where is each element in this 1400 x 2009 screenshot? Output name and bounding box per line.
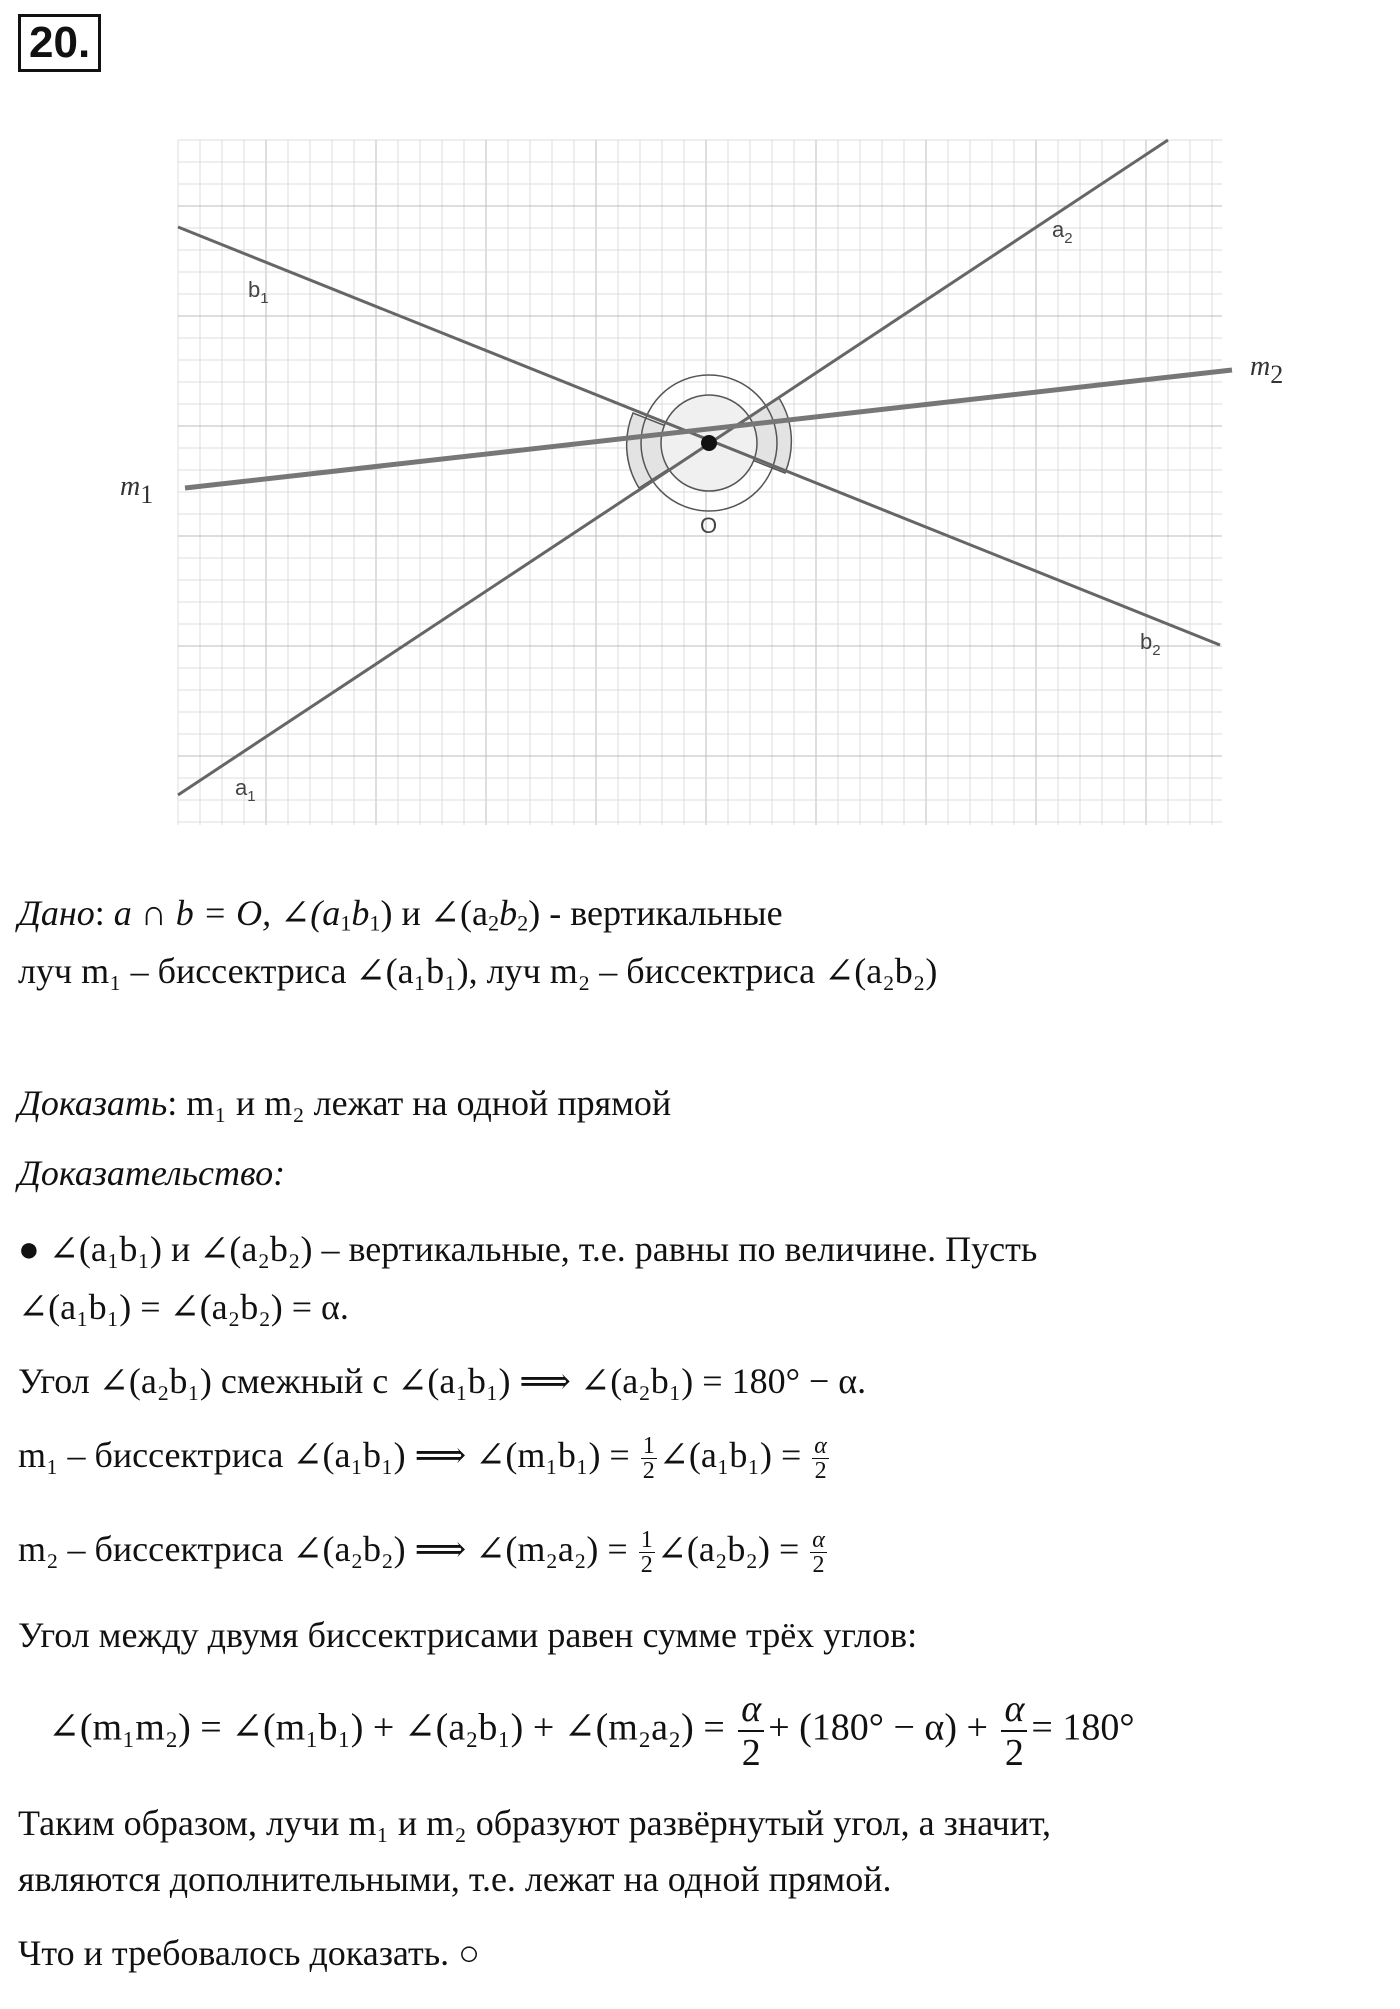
prove-line: Доказать: m₁ и m₂ лежат на одной прямой [18, 1083, 672, 1123]
label-b2: $b_2$ [1140, 629, 1161, 659]
line-b [178, 227, 1220, 645]
line-a [178, 140, 1168, 795]
label-m1: m1 [120, 471, 154, 509]
step-10: Что и требовалось доказать. ○ [18, 1933, 480, 1973]
step-9: являются дополнительными, т.е. лежат на одной прямой. [18, 1859, 892, 1899]
given-line-2: луч m₁ – биссектриса ∠(a₁b₁), луч m₂ – биссектриса ∠(a₂b₂) [18, 951, 938, 991]
proof-label: Доказательство: [18, 1153, 286, 1193]
step-1: ● ∠(a₁b₁) и ∠(a₂b₂) – вертикальные, т.е. равны по величине. Пусть [18, 1229, 1038, 1269]
label-b1: $b_1$ [248, 277, 269, 307]
given-line-1: Дано: a ∩ b = O, $\angle(a_1b_1)$ и $\angle(a_2b_2)$ - вертикальные [18, 893, 783, 936]
label-m2: m2 [1250, 351, 1284, 389]
step-8: Таким образом, лучи m₁ и m₂ образуют развёрнутый угол, а значит, [18, 1803, 1052, 1843]
step-4: m₁ – биссектриса ∠(a₁b₁) ⟹ ∠(m₁b₁) = $\frac{1}{2}$ ∠(a₁b₁) = $\frac{\alpha}{2}$ [18, 1433, 827, 1485]
step-7: ∠(m₁m₂) = ∠(m₁b₁) + ∠(a₂b₁) + ∠(m₂a₂) = $\frac{\alpha}{2}$ + (180° − α) + $\frac{\alpha}{2}$ = 180° [48, 1688, 1135, 1774]
label-a1: $a_1$ [235, 775, 256, 805]
point-o [701, 435, 717, 451]
step-5: m₂ – биссектриса ∠(a₂b₂) ⟹ ∠(m₂a₂) = $\frac{1}{2}$ ∠(a₂b₂) = $\frac{\alpha}{2}$ [18, 1527, 825, 1579]
label-a2: $a_2$ [1052, 217, 1073, 247]
problem-number: 20. [18, 14, 101, 72]
step-3: Угол ∠(a₂b₁) смежный с ∠(a₁b₁) ⟹ ∠(a₂b₁) = 180° − α. [18, 1361, 867, 1401]
label-o: O [700, 513, 718, 538]
step-6: Угол между двумя биссектрисами равен сумме трёх углов: [18, 1615, 918, 1655]
geometry-figure [110, 135, 1284, 835]
step-2: ∠(a₁b₁) = ∠(a₂b₂) = α. [18, 1287, 349, 1327]
